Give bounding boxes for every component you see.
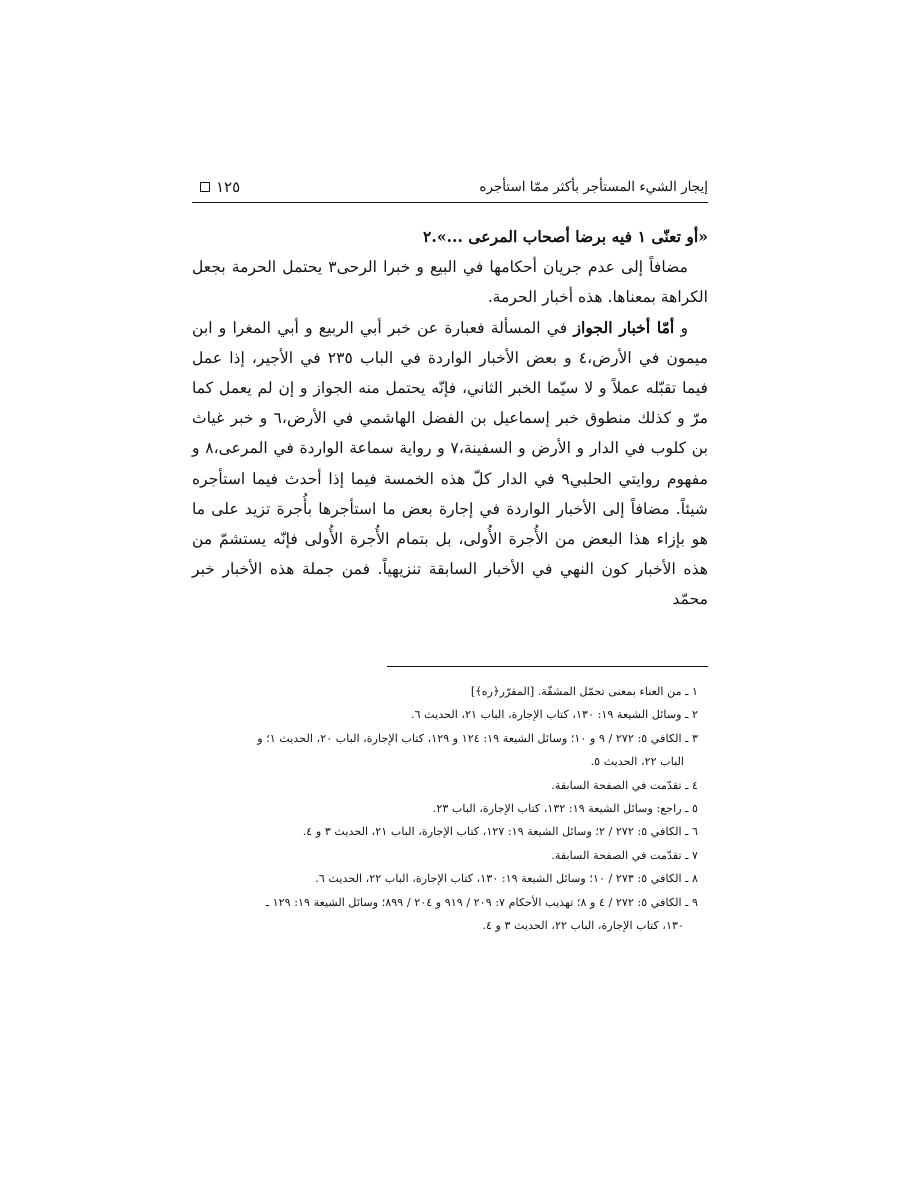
footnote-3 <box>192 727 708 774</box>
footnote-7: ٧ ـ تقدّمت في الصفحة السابقة. <box>551 848 698 862</box>
footnote-1: ١ ـ من العناء بمعنى تحمّل المشقّة. [المقرّر﴿ره﴾] <box>470 685 698 698</box>
square-icon <box>200 182 210 192</box>
footnote-rule <box>387 666 708 667</box>
running-head <box>192 176 708 200</box>
footnote-8: ٨ ـ الكافي ٥: ٢٧٣ / ١٠؛ وسائل الشيعة ١٩: ١٣٠، كتاب الإجارة، الباب ٢٢، الحديث ٦. <box>315 872 698 886</box>
paragraph-prohibition: مضافاً إلى عدم جريان أحكامها في البيع و خبرا الرحى٣ يحتمل الحرمة بجعل الكراهة بمعناها. هذه أخبار الحرمة. <box>192 258 708 307</box>
footnotes <box>192 680 708 937</box>
footnote-5: ٥ ـ راجع: وسائل الشيعة ١٩: ١٣٢، كتاب الإجارة، الباب ٢٣. <box>432 802 698 816</box>
paragraph-start: و <box>674 318 688 337</box>
paragraph-body: في المسألة فعبارة عن خبر أبي الربيع و أبي المغرا و ابن ميمون في الأرض،٤ و بعض الأخبار الواردة في الباب ٢٣٥ في الأجير، إذا عمل فيما تقبّله عملاً و لا سيّما الخبر الثاني، فإنّه يحتمل منه الجواز و إن لم يعمل كما مرّ و كذلك منطوق خبر إسماعيل بن الفضل الهاشمي في الأرض،٦ و خبر غياث بن كلوب في الدار و الأرض و السفينة،٧ و رواية سماعة الواردة في المرعى،٨ و مفهوم روايتي الحلبي٩ في الدار كلّ هذه الخمسة فيما إذا أحدث فيما استأجره شيئاً. مضافاً إلى الأخبار الواردة في إجارة بعض ما استأجرها بأُجرة تزيد على ما هو بإزاء هذا البعض من الأُجرة الأُولى، بل بتمام الأُجرة الأُولى فإنّه يستشمّ من هذه الأخبار كون النهي في الأخبار السابقة تنزيهياً. فمن جملة هذه الأخبار خبر محمّد <box>192 318 709 609</box>
header-rule <box>192 202 708 203</box>
running-title: إيجار الشيء المستأجر بأكثر ممّا استأجره <box>479 179 708 195</box>
footnote-3-line-1: ٣ ـ الكافي ٥: ٢٧٢ / ٩ و ١٠؛ وسائل الشيعة ١٩: ١٢٤ و ١٢٩، كتاب الإجارة، الباب ٢٠، الحديث ١؛ و <box>257 731 698 745</box>
footnote-3-line-2: الباب ٢٢، الحديث ٥. <box>590 755 684 769</box>
footnote-9-line-1: ٩ ـ الكافي ٥: ٢٧٢ / ٤ و ٨؛ تهذيب الأحكام ٧: ٢٠٩ / ٩١٩ و ٢٠٤ / ٨٩٩؛ وسائل الشيعة ١٩: ١٢٩ ـ <box>265 895 698 909</box>
footnote-2: ٢ ـ وسائل الشيعة ١٩: ١٣٠، كتاب الإجارة، الباب ٢١، الحديث ٦. <box>411 708 698 722</box>
paragraph-permission <box>192 313 708 615</box>
footnote-9-line-2: ١٣٠، كتاب الإجارة، الباب ٢٢، الحديث ٣ و ٤. <box>482 919 684 933</box>
footnote-6: ٦ ـ الكافي ٥: ٢٧٢ / ٢؛ وسائل الشيعة ١٩: ١٢٧، كتاب الإجارة، الباب ٢١، الحديث ٣ و ٤. <box>302 825 698 839</box>
section-heading: أمّا أخبار الجواز <box>573 317 675 337</box>
quote-paragraph: «أو تعنّى ١ فيه برضا أصحاب المرعى ...».٢ <box>423 227 708 246</box>
footnote-9 <box>192 891 708 938</box>
main-text <box>192 222 708 615</box>
footnote-4: ٤ ـ تقدّمت في الصفحة السابقة. <box>551 778 698 792</box>
page-number-group <box>200 176 240 198</box>
page-number: ١٢٥ <box>216 178 241 196</box>
book-page <box>192 0 708 1200</box>
